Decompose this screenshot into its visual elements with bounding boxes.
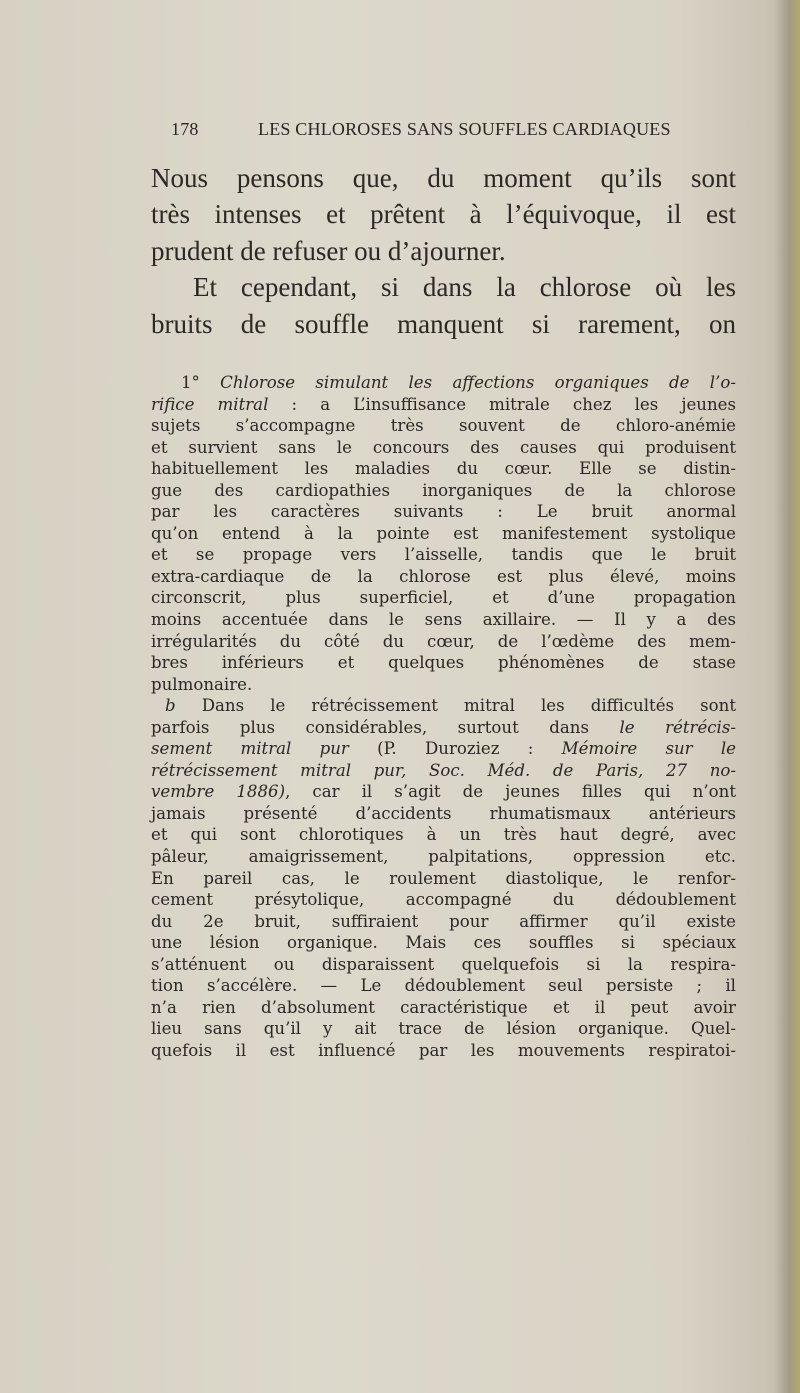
text-line [151, 760, 736, 782]
page-edge [774, 0, 800, 1393]
text-run: Dans le rétrécissement mitral les difficultés sont [175, 696, 736, 716]
text-line: tion s’accélère. — Le dédoublement seul persiste ; il [151, 976, 736, 996]
small-print-section [151, 372, 736, 1062]
text-line: moins accentuée dans le sens axillaire. — Il y a des [151, 610, 736, 630]
text-line: Et cependant, si dans la chlorose où les [193, 272, 736, 303]
text-line: du 2e bruit, suffiraient pour affirmer qu’il existe [151, 911, 736, 931]
running-title: LES CHLOROSES SANS SOUFFLES CARDIAQUES [258, 119, 671, 139]
text-line: jamais présenté d’accidents rhumatismaux antérieurs [151, 803, 736, 823]
large-print-paragraph [151, 160, 736, 342]
text-line: prudent de refuser ou d’ajourner. [151, 235, 506, 266]
italic-title: rifice mitral [151, 394, 269, 414]
text-line: quefois il est influencé par les mouvements respiratoi- [151, 1040, 736, 1060]
text-line [151, 717, 736, 739]
text-line: qu’on entend à la pointe est manifestement systolique [151, 523, 736, 543]
italic-run: Mémoire sur le [561, 739, 736, 759]
text-line: lieu sans qu’il y ait trace de lésion organique. Quel- [151, 1019, 736, 1039]
text-line: pulmonaire. [151, 674, 253, 694]
italic-title: Chlorose simulant les affections organiques de l’o- [220, 373, 736, 392]
running-header [171, 119, 731, 147]
item-letter: b [165, 696, 176, 716]
text-line: gue des cardiopathies inorganiques de la chlorose [151, 480, 736, 500]
text-line: et survient sans le concours des causes qui produisent [151, 437, 736, 457]
text-line: bruits de souffle manquent si rarement, on [151, 308, 736, 339]
text-line: En pareil cas, le roulement diastolique, le renfor- [151, 868, 736, 888]
text-line: circonscrit, plus superficiel, et d’une propagation [151, 588, 736, 608]
text-run: : a L’insuffisance mitrale chez les jeunes [268, 394, 737, 414]
text-line: une lésion organique. Mais ces souffles si spéciaux [151, 933, 736, 953]
text-line: par les caractères suivants : Le bruit anormal [151, 502, 736, 522]
text-line: bres inférieurs et quelques phénomènes de stase [151, 653, 736, 673]
page-number: 178 [171, 119, 199, 139]
item-number: 1° [181, 373, 221, 392]
text-line [151, 394, 736, 416]
text-line: sujets s’accompagne très souvent de chloro-anémie [151, 416, 736, 436]
text-line [151, 781, 736, 803]
text-line: pâleur, amaigrissement, palpitations, oppression etc. [151, 847, 736, 867]
text-run: parfois plus considérables, surtout dans [151, 717, 620, 737]
italic-run: vembre 1886) [151, 782, 286, 802]
text-line: et qui sont chlorotiques à un très haut degré, avec [151, 825, 736, 845]
text-line [151, 372, 736, 394]
text-run: (P. Duroziez : [348, 739, 562, 759]
italic-run: rétrécissement mitral pur, Soc. Méd. de Paris, 27 no- [151, 760, 736, 780]
text-line [151, 695, 736, 717]
text-run: , car il s’agit de jeunes filles qui n’ont [285, 782, 736, 802]
text-line: et se propage vers l’aisselle, tandis que le bruit [151, 545, 736, 565]
text-line: Nous pensons que, du moment qu’ils sont [151, 163, 736, 193]
text-line: n’a rien d’absolument caractéristique et il peut avoir [151, 997, 736, 1017]
text-line: extra-cardiaque de la chlorose est plus élevé, moins [151, 566, 736, 586]
italic-run: sement mitral pur [151, 739, 349, 759]
text-line [151, 738, 736, 760]
italic-run: le rétrécis- [619, 717, 736, 737]
text-line: s’atténuent ou disparaissent quelquefois si la respira- [151, 954, 736, 974]
text-line: très intenses et prêtent à l’équivoque, il est [151, 199, 736, 230]
text-line: irrégularités du côté du cœur, de l’œdème des mem- [151, 631, 736, 651]
text-line: cement présytolique, accompagné du dédoublement [151, 890, 736, 910]
text-line: habituellement les maladies du cœur. Elle se distin- [151, 459, 736, 479]
